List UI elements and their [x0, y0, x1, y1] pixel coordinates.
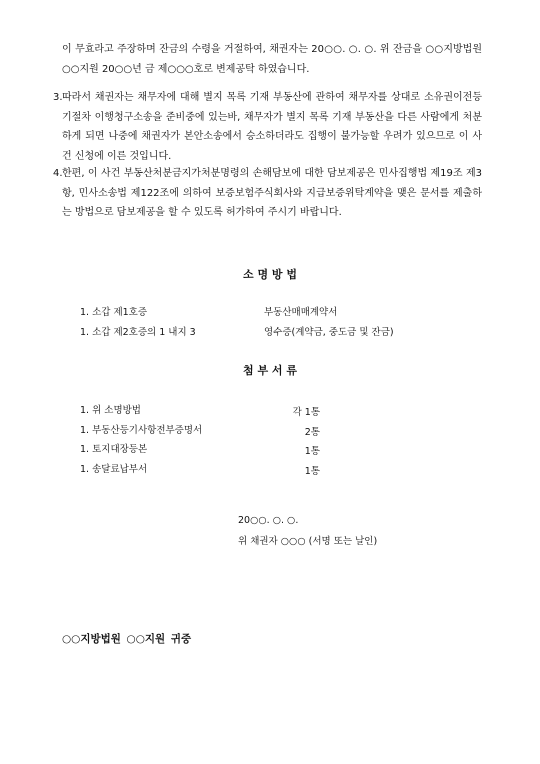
paragraph-item-4-text: 한편, 이 사건 부동산처분금지가처분명령의 손해담보에 대한 담보제공은 민사집행법 제19조 제3항, 민사소송법 제122조에 의하여 보증보험주식회사와 지급보증위탁계약을 맺은 문서를 제출하는 방법으로 담보제공을 할 수 있도록 허가하여 주시기 바랍니다.: [62, 168, 482, 218]
court-addressee: ○○지방법원 ○○지원 귀중: [62, 633, 192, 645]
paragraph-continuation: [62, 40, 482, 79]
attachment-item-2-count: 2통: [304, 427, 320, 438]
attachment-section-title: 첨 부 서 류: [243, 364, 297, 377]
attachment-item-1-label: 1. 위 소명방법: [80, 405, 141, 416]
attachment-item-3-label: 1. 토지대장등본: [80, 444, 148, 455]
signature-date: 20○○. ○. ○.: [238, 515, 299, 526]
attachment-item-3-count: 1통: [304, 446, 320, 457]
signature-signer: 위 채권자 ○○○ (서명 또는 날인): [238, 536, 378, 547]
proof-item-2-label: 1. 소갑 제2호증의 1 내지 3: [80, 327, 196, 338]
paragraph-item-3-number: 3.: [53, 92, 63, 103]
proof-item-1-desc: 부동산매매계약서: [264, 307, 338, 318]
proof-item-2-desc: 영수증(계약금, 중도금 및 잔금): [264, 327, 394, 338]
attachment-item-1-count: 각 1통: [292, 407, 320, 418]
paragraph-item-3-text: 따라서 채권자는 채무자에 대해 별지 목록 기재 부동산에 관하여 채무자를 상대로 소유권이전등기절차 이행청구소송을 준비중에 있는바, 채무자가 별지 목록 기재 부동산을 다른 사람에게 처분하게 되면 나중에 채권자가 본안소송에서 승소하더라도 집행이 불가능할 우려가 있으므로 이 사건 신청에 이른 것입니다.: [62, 92, 482, 162]
attachment-item-4-label: 1. 송달료납부서: [80, 464, 148, 475]
paragraph-item-4: [53, 164, 482, 223]
paragraph-item-4-number: 4.: [53, 168, 63, 179]
paragraph-continuation-text: 이 무효라고 주장하며 잔금의 수령을 거절하여, 채권자는 20○○. ○. ○. 위 잔금을 ○○지방법원 ○○지원 20○○년 금 제○○○호로 변제공탁 하였습니다.: [62, 44, 482, 75]
attachment-item-4-count: 1통: [304, 466, 320, 477]
proof-item-1-label: 1. 소갑 제1호증: [80, 307, 148, 318]
attachment-item-2-label: 1. 부동산등기사항전부증명서: [80, 425, 203, 436]
paragraph-item-3: [53, 88, 482, 166]
proof-section-title: 소 명 방 법: [243, 268, 297, 281]
